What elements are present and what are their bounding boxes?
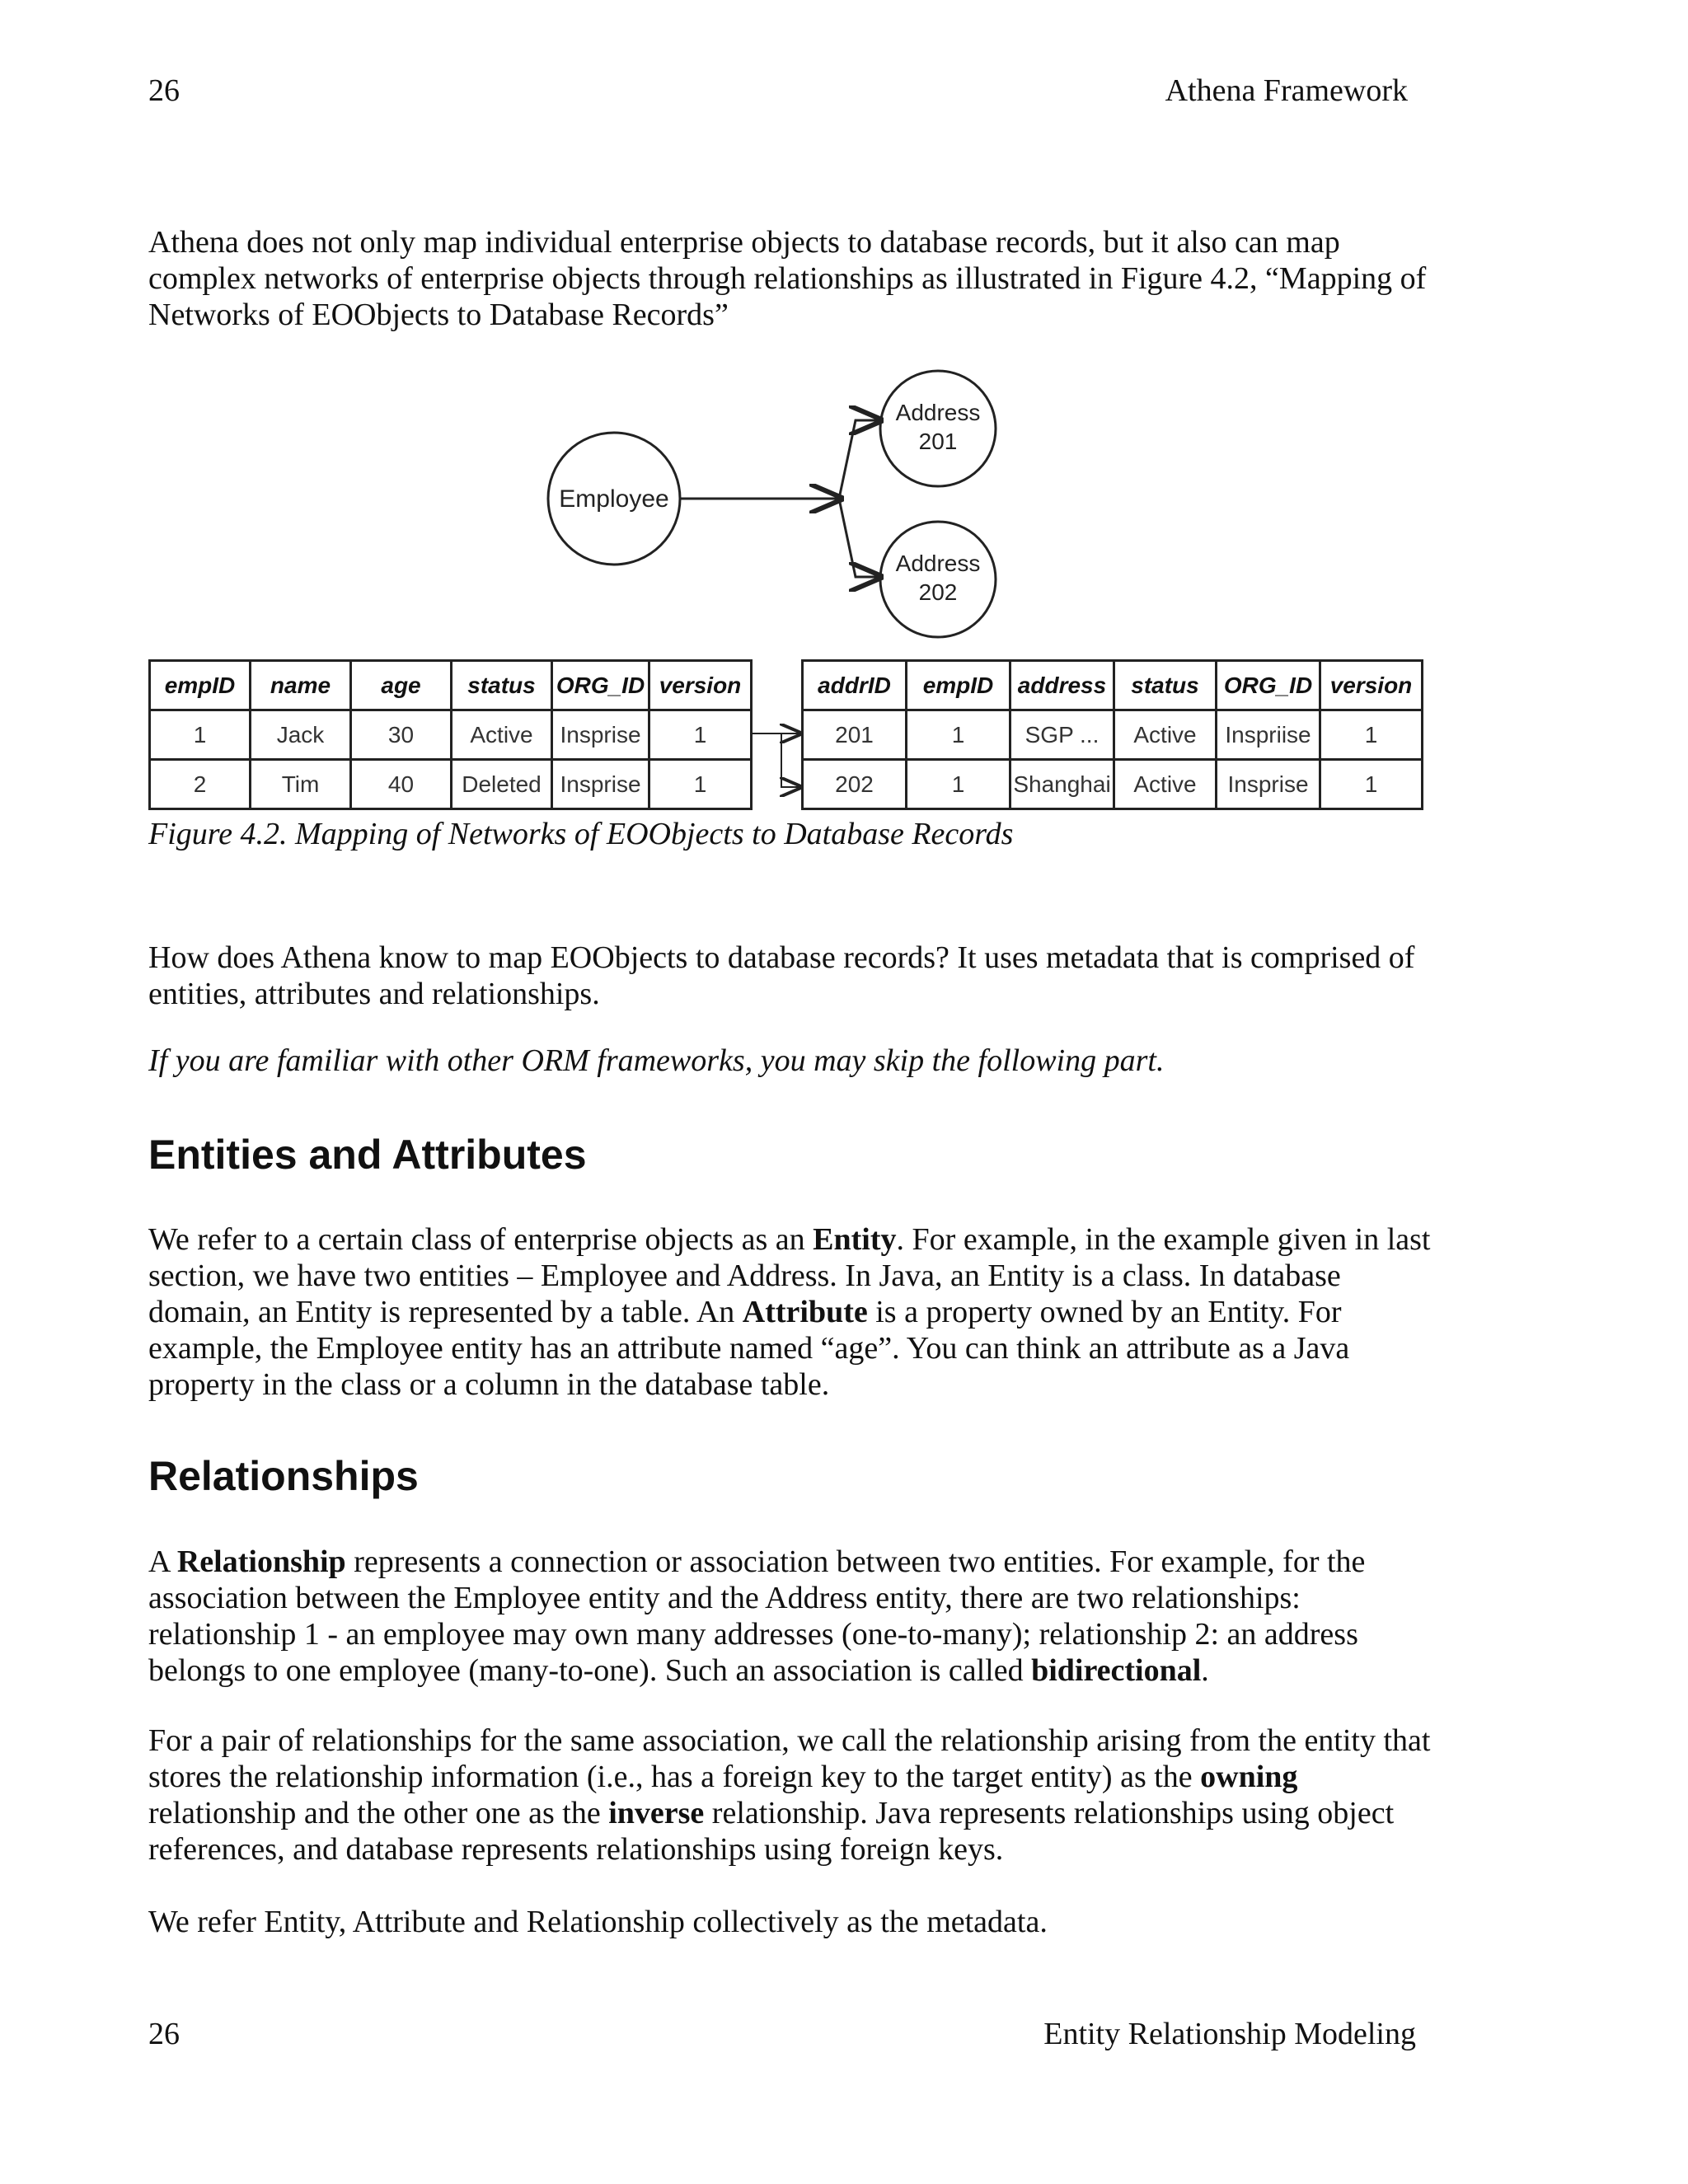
table-cell: Active bbox=[1114, 710, 1217, 760]
table-cell: 1 bbox=[907, 710, 1010, 760]
table-cell: 1 bbox=[150, 710, 251, 760]
footer-chapter: Entity Relationship Modeling bbox=[1043, 2017, 1416, 2051]
branch-to-address-202 bbox=[839, 499, 879, 577]
column-header: address bbox=[1010, 661, 1114, 710]
address-table-header bbox=[803, 661, 1423, 710]
address-201-node bbox=[880, 371, 996, 486]
table-cell: Active bbox=[1114, 760, 1217, 809]
table-cell: Tim bbox=[251, 760, 351, 809]
employee-node bbox=[548, 433, 680, 565]
skip-note: If you are familiar with other ORM frameworks, you may skip the following part. bbox=[148, 1043, 1165, 1078]
address-202-label: Address bbox=[895, 551, 981, 576]
column-header: name bbox=[251, 661, 351, 710]
column-header: ORG_ID bbox=[1217, 661, 1320, 710]
table-cell: 2 bbox=[150, 760, 251, 809]
address-202-node bbox=[880, 522, 996, 637]
table-cell: Jack bbox=[251, 710, 351, 760]
table-cell: 201 bbox=[803, 710, 907, 760]
table-row bbox=[803, 710, 1423, 760]
column-header: version bbox=[649, 661, 752, 710]
employee-table bbox=[148, 659, 753, 810]
employee-table-header bbox=[150, 661, 752, 710]
footer-page-number: 26 bbox=[148, 2017, 180, 2051]
address-201-label: Address bbox=[895, 400, 981, 425]
address-table bbox=[801, 659, 1423, 810]
table-cell: Deleted bbox=[452, 760, 552, 809]
column-header: empID bbox=[150, 661, 251, 710]
relationships-paragraph-1: A Relationship represents a connection or association between two entities. For example, for the association between the Employee entity and the Address entity, there are two relationships: relationship 1 - an employee may own many addresses (one-to-many); relationship 2: an address belongs to one employee (many-to-one). Such an association is called bidirectional. bbox=[148, 1544, 1366, 1688]
branch-to-address-201 bbox=[839, 420, 879, 499]
table-cell: Insprise bbox=[1217, 760, 1320, 809]
how-paragraph: How does Athena know to map EOObjects to database records? It uses metadata that is comprised of entities, attributes and relationships. bbox=[148, 940, 1415, 1011]
figure-caption: Figure 4.2. Mapping of Networks of EOObjects to Database Records bbox=[148, 817, 1014, 851]
table-cell: 1 bbox=[649, 710, 752, 760]
column-header: ORG_ID bbox=[552, 661, 649, 710]
table-cell: Active bbox=[452, 710, 552, 760]
table-cell: Insprise bbox=[552, 760, 649, 809]
table-row bbox=[150, 710, 752, 760]
relationships-paragraph-3: We refer Entity, Attribute and Relationship collectively as the metadata. bbox=[148, 1905, 1048, 1939]
column-header: age bbox=[351, 661, 452, 710]
table-cell: 1 bbox=[1320, 710, 1423, 760]
column-header: addrID bbox=[803, 661, 907, 710]
column-header: status bbox=[1114, 661, 1217, 710]
column-header: status bbox=[452, 661, 552, 710]
table-cell: 40 bbox=[351, 760, 452, 809]
table-row bbox=[803, 760, 1423, 809]
table-cell: Inspriise bbox=[1217, 710, 1320, 760]
intro-paragraph: Athena does not only map individual enterprise objects to database records, but it also can map complex networks of enterprise objects through relationships as illustrated in Figure 4.2, “Mapping of Networks of EOObjects to Database Records” bbox=[148, 225, 1427, 332]
relationships-paragraph-2: For a pair of relationships for the same association, we call the relationship arising from the entity that stores the relationship information (i.e., has a foreign key to the target entity) as the owning relationship and the other one as the inverse relationship. Java represents relationships using object references, and database represents relationships using foreign keys. bbox=[148, 1723, 1431, 1867]
column-header: empID bbox=[907, 661, 1010, 710]
column-header: version bbox=[1320, 661, 1423, 710]
table-cell: SGP ... bbox=[1010, 710, 1114, 760]
entities-paragraph: We refer to a certain class of enterprise objects as an Entity. For example, in the example given in last section, we have two entities – Employee and Address. In Java, an Entity is a class. In database domain, an Entity is represented by a table. An Attribute is a property owned by an Entity. For example, the Employee entity has an attribute named “age”. You can think an attribute as a Java property in the class or a column in the database table. bbox=[148, 1222, 1431, 1402]
table-row bbox=[150, 760, 752, 809]
row-link-arrow-2 bbox=[781, 733, 799, 787]
table-cell: 202 bbox=[803, 760, 907, 809]
employee-label: Employee bbox=[559, 485, 669, 513]
table-cell: Shanghai bbox=[1010, 760, 1114, 809]
header-page-number: 26 bbox=[148, 73, 180, 108]
table-cell: 1 bbox=[907, 760, 1010, 809]
header-title: Athena Framework bbox=[1165, 73, 1408, 108]
table-cell: 1 bbox=[649, 760, 752, 809]
address-201-id: 201 bbox=[918, 429, 958, 454]
address-202-id: 202 bbox=[918, 579, 958, 605]
heading-relationships: Relationships bbox=[148, 1453, 419, 1499]
table-cell: 30 bbox=[351, 710, 452, 760]
heading-entities: Entities and Attributes bbox=[148, 1132, 587, 1178]
table-cell: Insprise bbox=[552, 710, 649, 760]
table-cell: 1 bbox=[1320, 760, 1423, 809]
